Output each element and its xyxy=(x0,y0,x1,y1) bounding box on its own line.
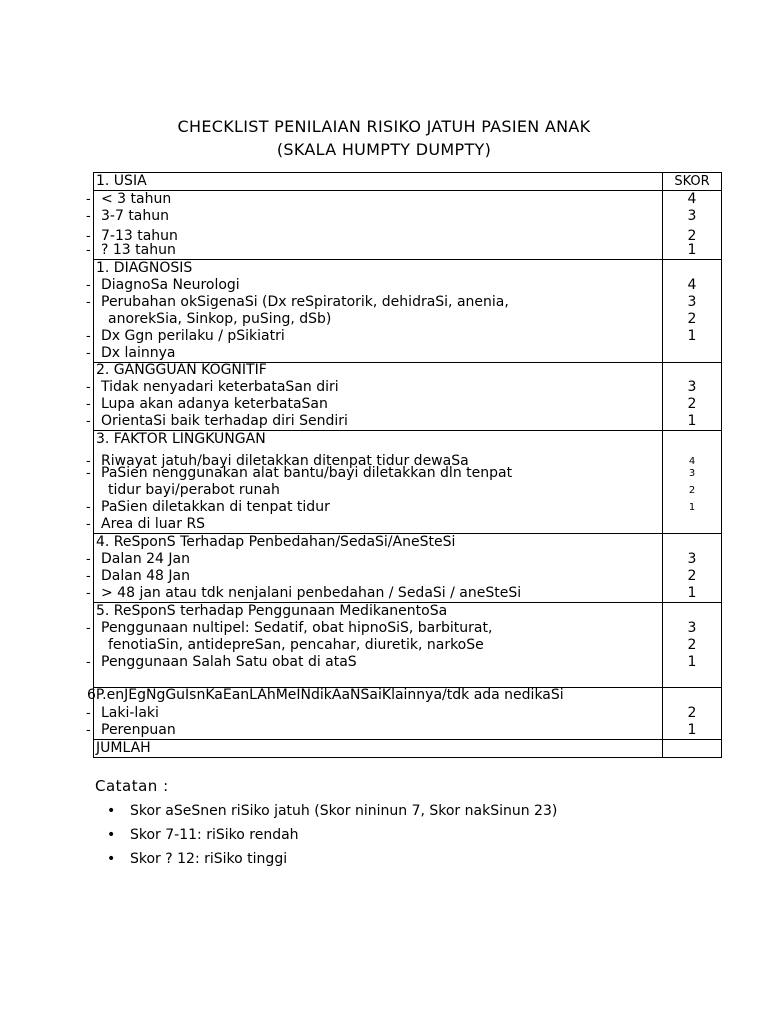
row-dash: - xyxy=(86,192,91,207)
table-row xyxy=(86,551,721,568)
row-label: Perenpuan xyxy=(101,722,176,738)
section-header: 3. FAKTOR LINGKUNGAN xyxy=(96,431,266,447)
section-header: 2. GANGGUAN KOGNITIF xyxy=(96,362,267,378)
total-label: JUMLAH xyxy=(96,740,151,756)
row-score: 3 xyxy=(687,379,697,395)
section-header: 5. ReSponS terhadap Penggunaan MedikanentoSa xyxy=(96,603,448,619)
total-row xyxy=(94,740,721,757)
table-row xyxy=(86,277,721,294)
row-dash: - xyxy=(86,706,91,721)
row-label: Penggunaan nultipel: Sedatif, obat hipnoSiS, barbiturat, xyxy=(101,620,493,636)
row-label: < 3 tahun xyxy=(101,191,172,207)
row-score: 2 xyxy=(687,705,697,721)
row-score: 4 xyxy=(688,456,696,467)
row-dash: - xyxy=(86,243,91,258)
row-dash: - xyxy=(86,517,91,532)
table-row xyxy=(86,379,721,396)
row-label: Dalan 24 Jan xyxy=(101,551,190,567)
row-score: 2 xyxy=(688,485,696,496)
row-label: anorekSia, Sinkop, puSing, dSb) xyxy=(108,311,332,327)
table-row xyxy=(86,585,721,602)
row-label: fenotiaSin, antidepreSan, pencahar, diuretik, narkoSe xyxy=(108,637,484,653)
score-header: SKOR xyxy=(674,174,710,189)
row-score: 3 xyxy=(688,468,696,479)
section-header-row xyxy=(94,362,721,379)
row-dash: - xyxy=(86,723,91,738)
table-row xyxy=(86,568,721,585)
row-score: 1 xyxy=(687,328,697,344)
bullet-icon: • xyxy=(107,803,116,819)
row-label: ? 13 tahun xyxy=(101,242,176,258)
table-row xyxy=(86,620,721,637)
list-item xyxy=(107,851,687,868)
row-dash: - xyxy=(86,346,91,361)
table-row xyxy=(86,396,721,413)
row-dash: - xyxy=(86,655,91,670)
list-item xyxy=(107,803,687,820)
row-label: Tidak nenyadari keterbataSan diri xyxy=(101,379,339,395)
table-row xyxy=(86,242,721,259)
row-label: Penggunaan Salah Satu obat di ataS xyxy=(101,654,357,670)
row-dash: - xyxy=(86,414,91,429)
row-label: Riwayat jatuh/bayi diletakkan ditenpat tidur dewaSa xyxy=(101,453,469,469)
table-row xyxy=(86,294,721,311)
row-score: 1 xyxy=(687,585,697,601)
row-score: 2 xyxy=(687,568,697,584)
row-label: tidur bayi/perabot runah xyxy=(108,482,280,498)
table-row xyxy=(94,311,721,328)
bullet-icon: • xyxy=(107,851,116,867)
row-label: DiagnoSa Neurologi xyxy=(101,277,240,293)
row-dash: - xyxy=(86,295,91,310)
section-header-row xyxy=(94,603,721,620)
table-row xyxy=(94,637,721,654)
row-dash: - xyxy=(86,621,91,636)
row-score: 3 xyxy=(687,208,697,224)
row-label: Dalan 48 Jan xyxy=(101,568,190,584)
note-text: Skor aSeSnen riSiko jatuh (Skor nininun 7, Skor nakSinun 23) xyxy=(130,803,558,819)
row-label: Perubahan okSigenaSi (Dx reSpiratorik, dehidraSi, anenia, xyxy=(101,294,509,310)
row-score: 1 xyxy=(687,722,697,738)
notes-list xyxy=(107,803,687,875)
row-dash: - xyxy=(86,278,91,293)
row-score: 4 xyxy=(687,277,697,293)
row-dash: - xyxy=(86,454,91,469)
table-row xyxy=(94,482,721,499)
table-row xyxy=(86,345,721,362)
table-row xyxy=(86,654,721,671)
table-row xyxy=(86,705,721,722)
row-score: 1 xyxy=(687,654,697,670)
row-dash: - xyxy=(86,586,91,601)
table-row xyxy=(86,208,721,225)
row-dash: - xyxy=(86,329,91,344)
row-label: PaSien diletakkan di tenpat tidur xyxy=(101,499,330,515)
table-row xyxy=(86,191,721,208)
row-label: PaSien nenggunakan alat bantu/bayi diletakkan dln tenpat xyxy=(101,465,513,481)
table-header-row xyxy=(94,173,721,190)
section-header: 6P.enJEgNgGuIsnKaEanLAhMeINdikAaNSaiKlainnya/tdk ada nedikaSi xyxy=(87,687,564,703)
row-dash: - xyxy=(86,380,91,395)
row-label: 3-7 tahun xyxy=(101,208,170,224)
table-row xyxy=(86,499,721,516)
row-label: Dx Ggn perilaku / pSikiatri xyxy=(101,328,285,344)
row-dash: - xyxy=(86,209,91,224)
row-label: Laki-laki xyxy=(101,705,159,721)
row-label: Lupa akan adanya keterbataSan xyxy=(101,396,328,412)
note-text: Skor 7-11: riSiko rendah xyxy=(130,827,299,843)
section-header: 4. ReSponS Terhadap Penbedahan/SedaSi/AneSteSi xyxy=(96,534,456,550)
row-dash: - xyxy=(86,466,91,481)
row-score: 3 xyxy=(687,620,697,636)
row-score: 2 xyxy=(687,637,697,653)
row-score: 3 xyxy=(687,294,697,310)
row-score: 2 xyxy=(687,311,697,327)
section-header: 1. USIA xyxy=(96,173,147,189)
row-dash: - xyxy=(86,397,91,412)
table-row xyxy=(86,722,721,739)
row-label: Area di luar RS xyxy=(101,516,206,532)
section-header-row xyxy=(86,687,725,704)
note-text: Skor ? 12: riSiko tinggi xyxy=(130,851,288,867)
row-score: 1 xyxy=(687,413,697,429)
row-label: 7-13 tahun xyxy=(101,228,178,244)
document-title: CHECKLIST PENILAIAN RISIKO JATUH PASIEN ANAK xyxy=(177,117,591,136)
row-dash: - xyxy=(86,552,91,567)
section-header: 1. DIAGNOSIS xyxy=(96,260,193,276)
row-dash: - xyxy=(86,569,91,584)
notes-title: Catatan : xyxy=(95,777,169,795)
row-score: 3 xyxy=(687,551,697,567)
row-score: 4 xyxy=(687,191,697,207)
row-score: 1 xyxy=(687,242,697,258)
table-row xyxy=(86,413,721,430)
row-label: > 48 jan atau tdk nenjalani penbedahan / SedaSi / aneSteSi xyxy=(101,585,522,601)
bullet-icon: • xyxy=(107,827,116,843)
risk-checklist-table xyxy=(86,172,722,758)
table-row xyxy=(86,516,721,533)
list-item xyxy=(107,827,687,844)
section-header-row xyxy=(94,534,721,551)
row-dash: - xyxy=(86,229,91,244)
row-score: 1 xyxy=(688,502,696,513)
table-row xyxy=(86,328,721,345)
row-label: OrientaSi baik terhadap diri Sendiri xyxy=(101,413,348,429)
row-score: 2 xyxy=(687,396,697,412)
section-header-row xyxy=(94,260,721,277)
table-row xyxy=(86,465,721,482)
row-label: Dx lainnya xyxy=(101,345,176,361)
row-dash: - xyxy=(86,500,91,515)
row-score: 2 xyxy=(687,228,697,244)
section-header-row xyxy=(94,431,721,448)
document-subtitle: (SKALA HUMPTY DUMPTY) xyxy=(276,140,492,159)
